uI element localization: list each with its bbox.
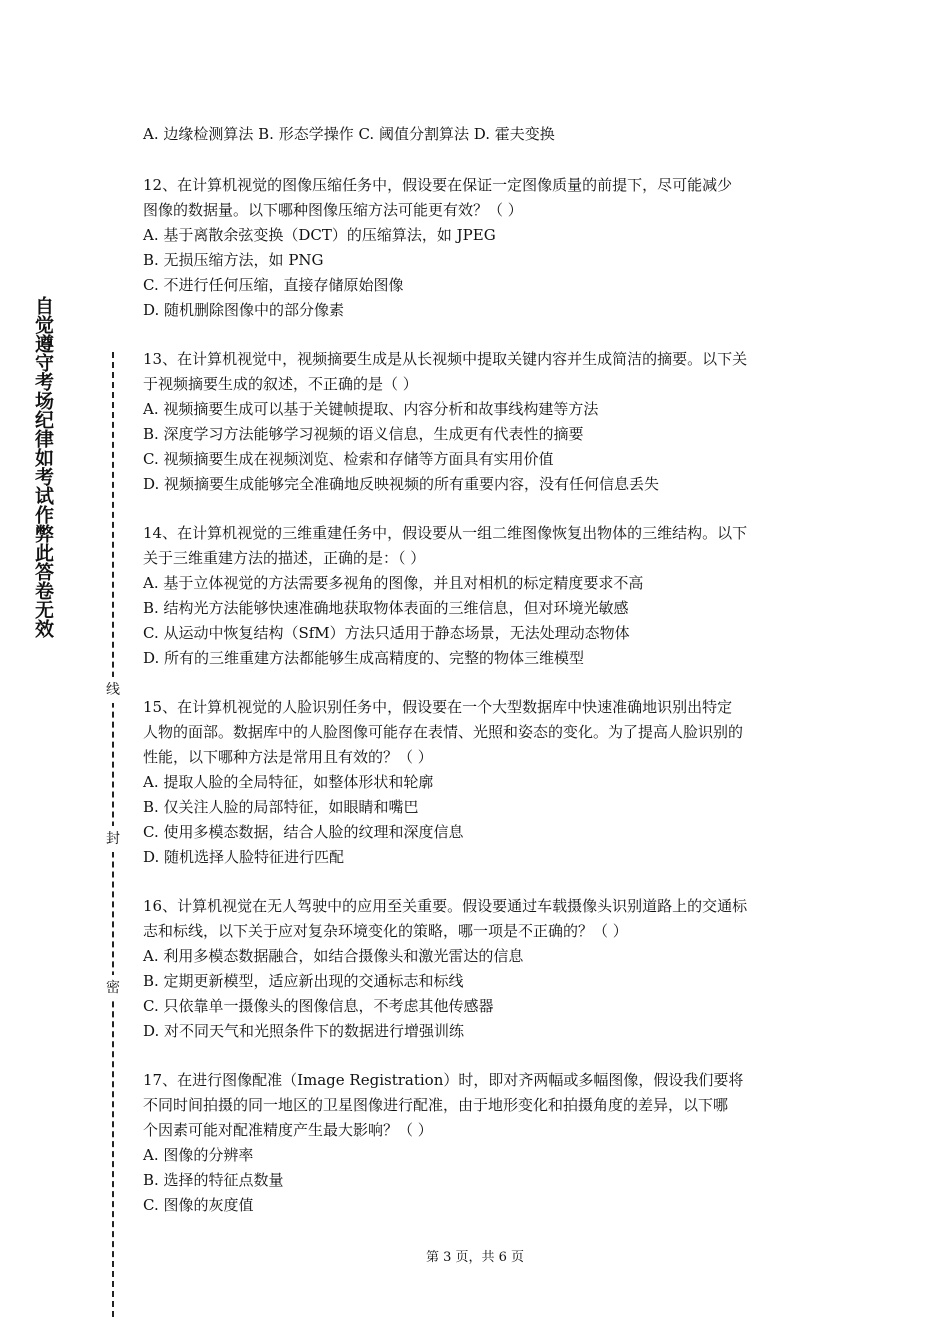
answer-option: C. 使用多模态数据，结合人脸的纹理和深度信息 [143,823,464,841]
question-13 [143,347,813,497]
question-text-line: 于视频摘要生成的叙述，不正确的是（ ） [143,375,418,393]
previous-question-options: A. 边缘检测算法 B. 形态学操作 C. 阈值分割算法 D. 霍夫变换 [143,125,555,143]
answer-option: C. 视频摘要生成在视频浏览、检索和存储等方面具有实用价值 [143,450,554,468]
answer-option: A. 基于离散余弦变换（DCT）的压缩算法，如 JPEG [143,226,496,244]
question-text-line: 16、计算机视觉在无人驾驶中的应用至关重要。假设要通过车载摄像头识别道路上的交通标 [143,897,748,915]
question-text-line: 14、在计算机视觉的三维重建任务中，假设要从一组二维图像恢复出物体的三维结构。以下 [143,524,748,542]
answer-option: B. 深度学习方法能够学习视频的语义信息，生成更有代表性的摘要 [143,425,584,443]
answer-option: A. 基于立体视觉的方法需要多视角的图像，并且对相机的标定精度要求不高 [143,574,644,592]
answer-option: A. 提取人脸的全局特征，如整体形状和轮廓 [143,773,434,791]
question-text-line: 性能，以下哪种方法是常用且有效的？（ ） [143,748,433,766]
answer-option: D. 对不同天气和光照条件下的数据进行增强训练 [143,1022,465,1040]
answer-option: D. 随机选择人脸特征进行匹配 [143,848,345,866]
answer-option: B. 结构光方法能够快速准确地获取物体表面的三维信息，但对环境光敏感 [143,599,629,617]
binding-label-xian: 线 [104,677,122,703]
question-14 [143,521,813,671]
answer-option: C. 只依靠单一摄像头的图像信息，不考虑其他传感器 [143,997,494,1015]
question-text-line: 图像的数据量。以下哪种图像压缩方法可能更有效？（ ） [143,201,523,219]
question-text-line: 个因素可能对配准精度产生最大影响？（ ） [143,1121,433,1139]
exam-discipline-notice: 自觉遵守考场纪律如考试作弊此答卷无效 [32,296,54,638]
question-text-line: 志和标线，以下关于应对复杂环境变化的策略，哪一项是不正确的？（ ） [143,922,628,940]
answer-option: B. 无损压缩方法，如 PNG [143,251,324,269]
question-12 [143,173,813,323]
question-text-line: 关于三维重建方法的描述，正确的是：（ ） [143,549,426,567]
question-17 [143,1068,813,1218]
question-text-line: 17、在进行图像配准（Image Registration）时，即对齐两幅或多幅图像，假设我们要将 [143,1071,744,1089]
page-footer: 第 3 页，共 6 页 [425,1250,525,1265]
question-text-line: 人物的面部。数据库中的人脸图像可能存在表情、光照和姿态的变化。为了提高人脸识别的 [143,723,744,741]
question-text-line: 不同时间拍摄的同一地区的卫星图像进行配准，由于地形变化和拍摄角度的差异，以下哪 [143,1096,729,1114]
answer-option: B. 仅关注人脸的局部特征，如眼睛和嘴巴 [143,798,419,816]
answer-option: D. 随机删除图像中的部分像素 [143,301,345,319]
answer-option: D. 所有的三维重建方法都能够生成高精度的、完整的物体三维模型 [143,649,585,667]
answer-option: A. 利用多模态数据融合，如结合摄像头和激光雷达的信息 [143,947,524,965]
question-text-line: 13、在计算机视觉中，视频摘要生成是从长视频中提取关键内容并生成简洁的摘要。以下关 [143,350,748,368]
question-list [143,173,813,1218]
answer-option: B. 选择的特征点数量 [143,1171,284,1189]
answer-option: A. 图像的分辨率 [143,1146,254,1164]
answer-option: B. 定期更新模型，适应新出现的交通标志和标线 [143,972,464,990]
binding-label-mi: 密 [104,975,122,1001]
answer-option: D. 视频摘要生成能够完全准确地反映视频的所有重要内容，没有任何信息丢失 [143,475,660,493]
question-text-line: 15、在计算机视觉的人脸识别任务中，假设要在一个大型数据库中快速准确地识别出特定 [143,698,733,716]
binding-label-feng: 封 [104,826,122,852]
question-content [143,122,813,1218]
question-text-line: 12、在计算机视觉的图像压缩任务中，假设要在保证一定图像质量的前提下，尽可能减少 [143,176,733,194]
question-15 [143,695,813,870]
answer-option: C. 不进行任何压缩，直接存储原始图像 [143,276,404,294]
answer-option: A. 视频摘要生成可以基于关键帧提取、内容分析和故事线构建等方法 [143,400,599,418]
question-16 [143,894,813,1044]
answer-option: C. 图像的灰度值 [143,1196,254,1214]
answer-option: C. 从运动中恢复结构（SfM）方法只适用于静态场景，无法处理动态物体 [143,624,630,642]
